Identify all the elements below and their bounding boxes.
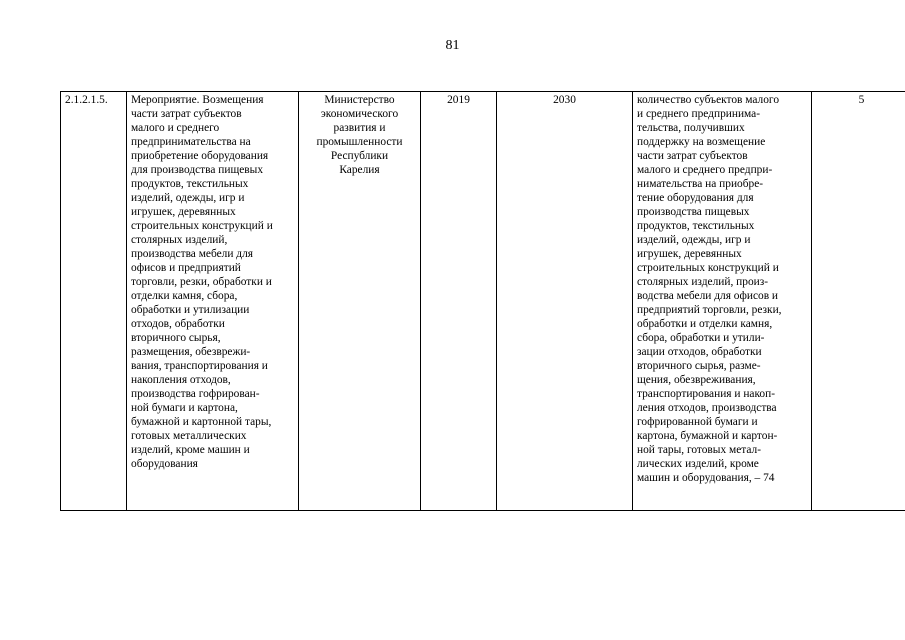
end-year-cell: 2030 (497, 92, 633, 511)
start-year-cell: 2019 (421, 92, 497, 511)
event-description-cell: Мероприятие. Возмещения части затрат субъектов малого и среднего предпринимательства на приобретение оборудования для производства пищевых продуктов, текстильных изделий, одежды, игр и игрушек, деревянных строительных конструкций и столярных изделий, производства мебели для офисов и предприятий торговли, резки, обработки и отделки камня, сбора, обработки и утилизации отходов, обработки вторичного сырья, размещения, обезврежи- вания, транспортирования и накопления отходов, производства гофрирован- ной бумаги и картона, бумажной и картонной тары, готовых металлических изделий, кроме машин и оборудования (127, 92, 299, 511)
page-number: 81 (445, 38, 460, 53)
item-code-cell: 2.1.2.1.5. (61, 92, 127, 511)
link-number-cell: 5 (812, 92, 905, 511)
table-row (61, 92, 905, 511)
program-table (60, 91, 905, 511)
indicator-cell: количество субъектов малого и среднего предпринима- тельства, получивших поддержку на возмещение части затрат субъектов малого и среднего предпри- нимательства на приобре- тение оборудования для производства пищевых продуктов, текстильных изделий, одежды, игр и игрушек, деревянных строительных конструкций и столярных изделий, произ- водства мебели для офисов и предприятий торговли, резки, обработки и отделки камня, сбора, обработки и утили- зации отходов, обработки вторичного сырья, разме- щения, обезвреживания, транспортирования и накоп- ления отходов, производства гофрированной бумаги и картона, бумажной и картон- ной тары, готовых метал- лических изделий, кроме машин и оборудования, – 74 (633, 92, 812, 511)
executor-cell: Министерство экономического развития и промышленности Республики Карелия (299, 92, 421, 511)
